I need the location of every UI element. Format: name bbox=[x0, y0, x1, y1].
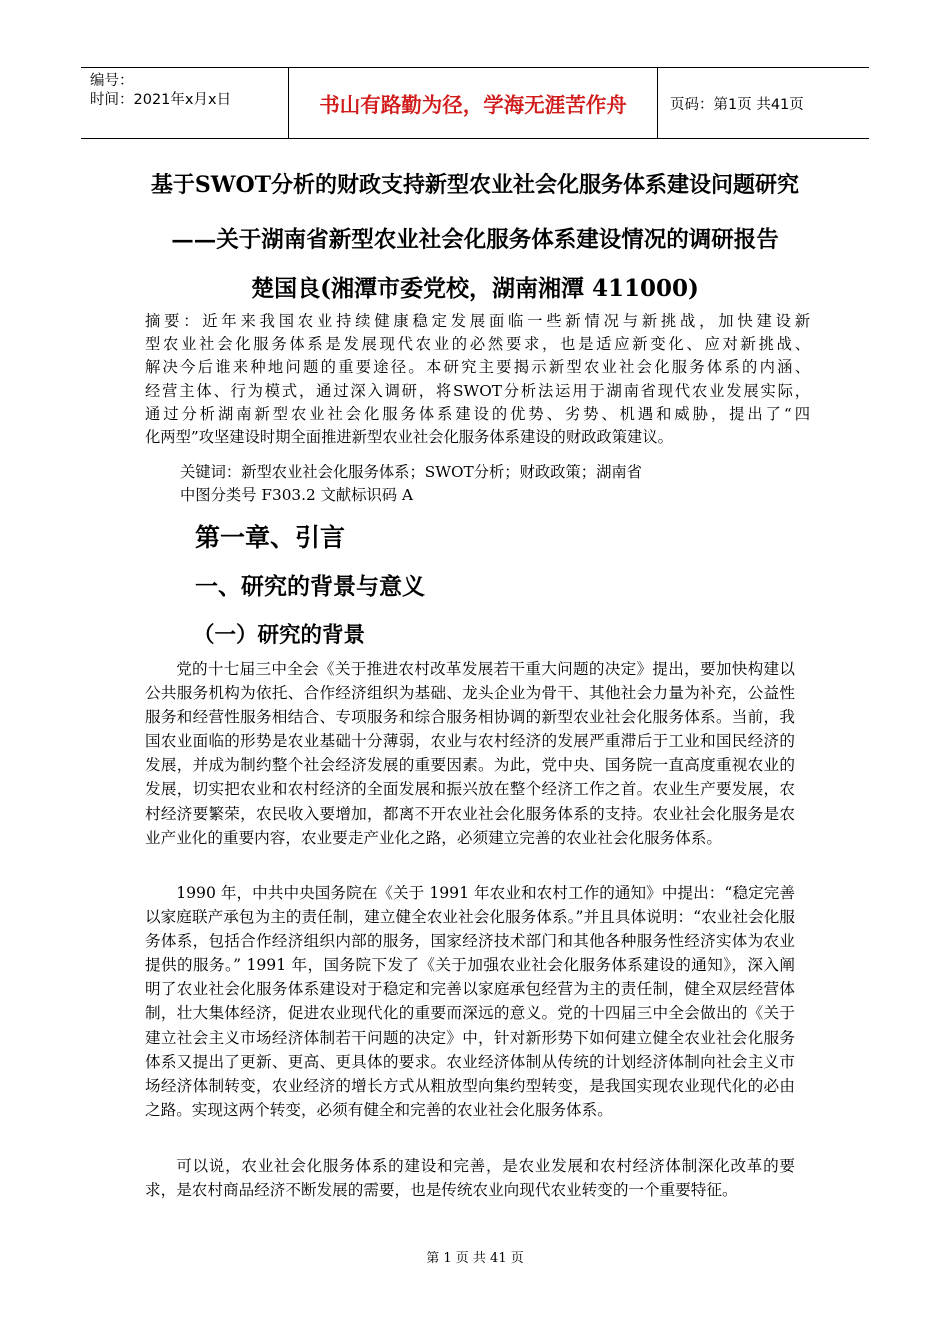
header-number: 编号： bbox=[90, 73, 134, 89]
page-footer: 第 1 页 共 41 页 bbox=[426, 1251, 524, 1266]
section-heading: 一、研究的背景与意义 bbox=[195, 573, 425, 600]
abstract-line: 解决今后谁来种地问题的重要途径。本研究主要揭示新型农业社会化服务体系的内涵、 bbox=[145, 358, 810, 376]
author-line: 楚国良(湘潭市委党校，湖南湘潭 411000) bbox=[251, 275, 699, 302]
document-subtitle: ——关于湖南省新型农业社会化服务体系建设情况的调研报告 bbox=[171, 227, 779, 253]
abstract-line: 摘要：近年来我国农业持续健康稳定发展面临一些新情况与新挑战，加快建设新 bbox=[145, 312, 810, 330]
chapter-heading: 第一章、引言 bbox=[195, 523, 346, 552]
body-paragraph: 1990 年，中共中央国务院在《关于 1991 年农业和农村工作的通知》中提出：“稳定完善以家庭联产承包为主的责任制，建立健全农业社会化服务体系。”并且具体说明：“农业社会化服务体系，包括合作经济组织内部的服务，国家经济技术部门和其他各种服务性经济实体为农业提供的服务。” 1991 年，国务院下发了《关于加强农业社会化服务体系建设的通知》，深入阐明了农业社会化服务体系建设对于稳定和完善以家庭承包经营为主的责任制，健全双层经营体制，壮大集体经济，促进农业现代化的重要而深远的意义。党的十四届三中全会做出的《关于建立社会主义市场经济体制若干问题的决定》中，针对新形势下如何建立健全农业社会化服务体系又提出了更新、更高、更具体的要求。农业经济体制从传统的计划经济体制向社会主义市场经济体制转变，农业经济的增长方式从粗放型向集约型转变，是我国实现农业现代化的必由之路。实现这两个转变，必须有健全和完善的农业社会化服务体系。 bbox=[145, 884, 795, 1119]
header-meta bbox=[81, 68, 288, 138]
page-header bbox=[81, 67, 869, 139]
header-motto: 书山有路勤为径，学海无涯苦作舟 bbox=[288, 68, 658, 138]
document-title: 基于SWOT分析的财政支持新型农业社会化服务体系建设问题研究 bbox=[150, 172, 800, 198]
body-paragraph: 党的十七届三中全会《关于推进农村改革发展若干重大问题的决定》提出，要加快构建以公共服务机构为依托、合作经济组织为基础、龙头企业为骨干、其他社会力量为补充，公益性服务和经营性服务相结合、专项服务和综合服务相协调的新型农业社会化服务体系。当前，我国农业面临的形势是农业基础十分薄弱，农业与农村经济的发展严重滞后于工业和国民经济的发展，并成为制约整个社会经济发展的重要因素。为此，党中央、国务院一直高度重视农业的发展，切实把农业和农村经济的全面发展和振兴放在整个经济工作之首。农业生产要发展，农村经济要繁荣，农民收入要增加，都离不开农业社会化服务体系的支持。农业社会化服务是农业产业化的重要内容，农业要走产业化之路，必须建立完善的农业社会化服务体系。 bbox=[145, 660, 795, 847]
subsection-heading: （一）研究的背景 bbox=[193, 623, 366, 648]
abstract-line: 化两型”攻坚建设时期全面推进新型农业社会化服务体系建设的财政政策建议。 bbox=[145, 428, 673, 446]
classification-code: 中图分类号 F303.2 文献标识码 A bbox=[180, 486, 414, 504]
keywords: 关键词：新型农业社会化服务体系；SWOT分析；财政政策；湖南省 bbox=[180, 463, 642, 481]
abstract-line: 型农业社会化服务体系是发展现代农业的必然要求，也是适应新变化、应对新挑战、 bbox=[145, 335, 810, 353]
header-time: 时间：2021年x月x日 bbox=[90, 92, 232, 108]
body-paragraph: 可以说，农业社会化服务体系的建设和完善，是农业发展和农村经济体制深化改革的要求，是农村商品经济不断发展的需要，也是传统农业向现代农业转变的一个重要特征。 bbox=[145, 1157, 795, 1200]
header-page-info: 页码：第1页 共41页 bbox=[670, 96, 804, 113]
abstract-line: 通过分析湖南新型农业社会化服务体系建设的优势、劣势、机遇和威胁，提出了“四 bbox=[145, 405, 810, 423]
abstract-line: 经营主体、行为模式，通过深入调研，将SWOT分析法运用于湖南省现代农业发展实际， bbox=[145, 382, 810, 400]
